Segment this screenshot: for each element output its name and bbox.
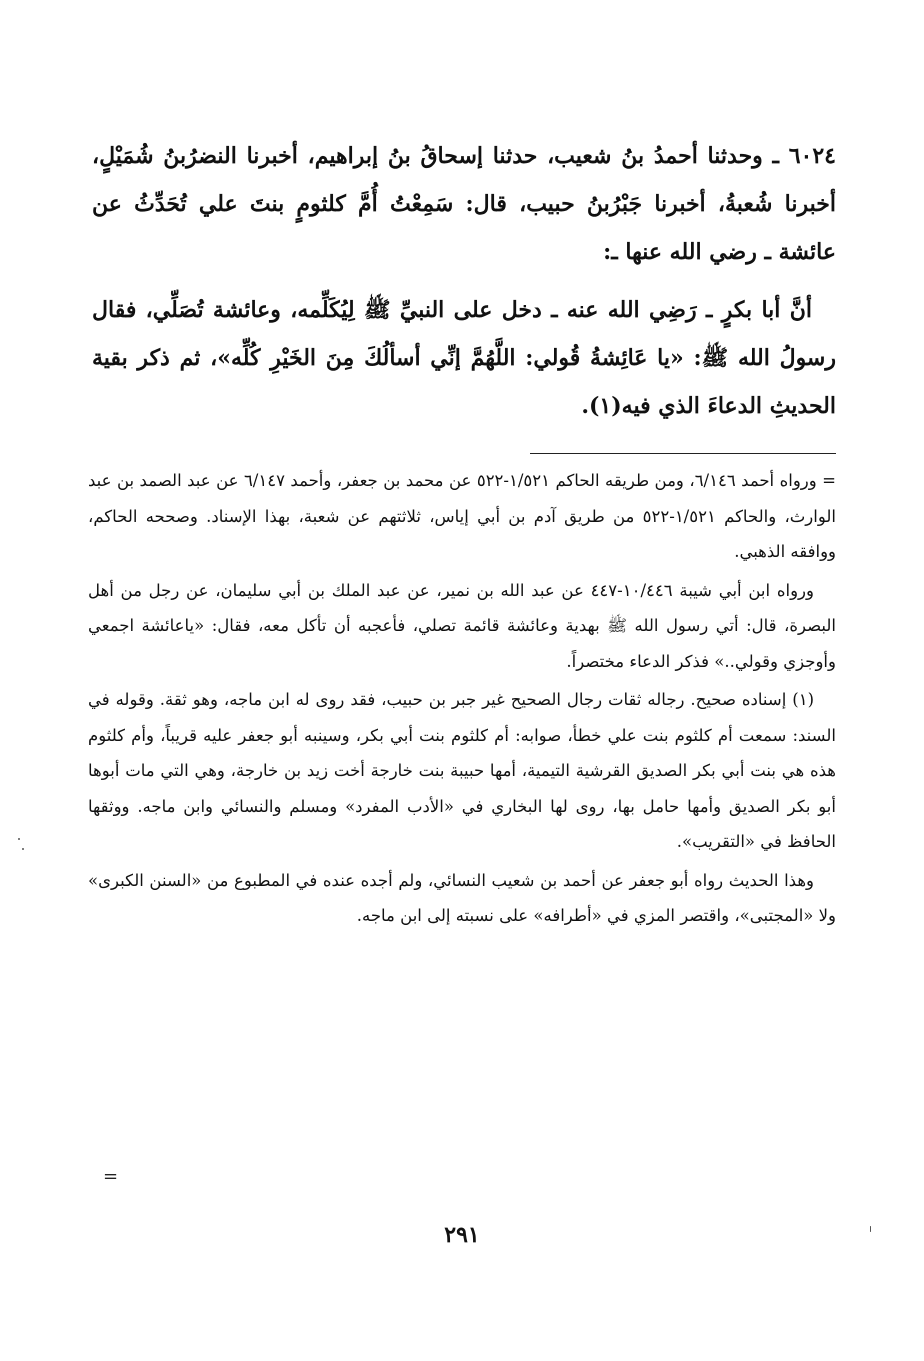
footnote-paragraph: وهذا الحديث رواه أبو جعفر عن أحمد بن شعيب النسائي، ولم أجده عنده في المطبوع من «السنن الكبرى» ولا «المجتبى»، واقتصر المزي في «أطرافه» على نسبته إلى ابن ماجه. — [88, 870, 836, 925]
scan-speck — [22, 848, 24, 850]
hadith-text — [92, 132, 836, 440]
scan-speck — [18, 838, 20, 840]
continuation-marker: = — [103, 1166, 119, 1187]
page-number: ٢٩١ — [444, 1222, 480, 1248]
footnote-paragraph: (١) إسناده صحيح. رجاله ثقات رجال الصحيح غير جبر بن حبيب، فقد روى له ابن ماجه، وهو ثقة. وقوله في السند: سمعت أم كلثوم بنت علي خطأ، صوابه: أم كلثوم بنت أبي بكر، وسينبه أبو جعفر عليه قريباً، وأم كلثوم هذه هي بنت أبي بكر الصديق القرشية التيمية، أمها حبيبة بنت خارجة أخت زيد بن خارجة، وهي التي مات أبوها أبو بكر الصديق وأمها حامل بها، روى لها البخاري في «الأدب المفرد» ومسلم والنسائي وابن ماجه. ووثقها الحافظ في «التقريب». — [88, 690, 836, 851]
footnote-paragraph: ورواه ابن أبي شيبة ١٠/٤٤٦-٤٤٧ عن عبد الله بن نمير، عن عبد الملك بن أبي سليمان، عن رجل من أهل البصرة، قال: أتي رسول الله ﷺ بهدية وعائشة قائمة تصلي، فأعجبه أن تأكل معه، فقال: «ياعائشة اجمعي وأوجزي وقولي..» فذكر الدعاء مختصراً. — [88, 580, 836, 671]
footnotes — [88, 463, 836, 937]
scan-speck — [870, 1226, 871, 1232]
hadith-matn-paragraph: أنَّ أبا بكرٍ ـ رَضِي الله عنه ـ دخل على النبيِّ ﷺ لِيُكَلِّمه، وعائشة تُصَلِّي، فقال رسولُ الله ﷺ: «يا عَائِشةُ قُولي: اللَّهُمَّ إنِّي أسألُكَ مِنَ الخَيْرِ كُلِّه»، ثم ذكر بقية الحديثِ الدعاءَ الذي فيه(١). — [92, 297, 836, 419]
footnote-continuation-paragraph: = ورواه أحمد ٦/١٤٦، ومن طريقه الحاكم ١/٥٢١-٥٢٢ عن محمد بن جعفر، وأحمد ٦/١٤٧ عن عبد الصمد بن عبد الوارث، والحاكم ١/٥٢١-٥٢٢ من طريق آدم بن أبي إياس، ثلاثتهم عن شعبة، بهذا الإسناد. وصححه الحاكم، ووافقه الذهبي. — [88, 471, 837, 561]
hadith-isnad-paragraph: ٦٠٢٤ ـ وحدثنا أحمدُ بنُ شعيب، حدثنا إسحاقُ بنُ إبراهيم، أخبرنا النضرُبنُ شُمَيْلٍ، أخبرنا شُعبةُ، أخبرنا جَبْرُبنُ حبيب، قال: سَمِعْتُ أُمَّ كلثومٍ بنتَ علي تُحَدِّثُ عن عائشة ـ رضي الله عنها ـ: — [92, 143, 836, 265]
footnote-separator — [530, 453, 836, 454]
